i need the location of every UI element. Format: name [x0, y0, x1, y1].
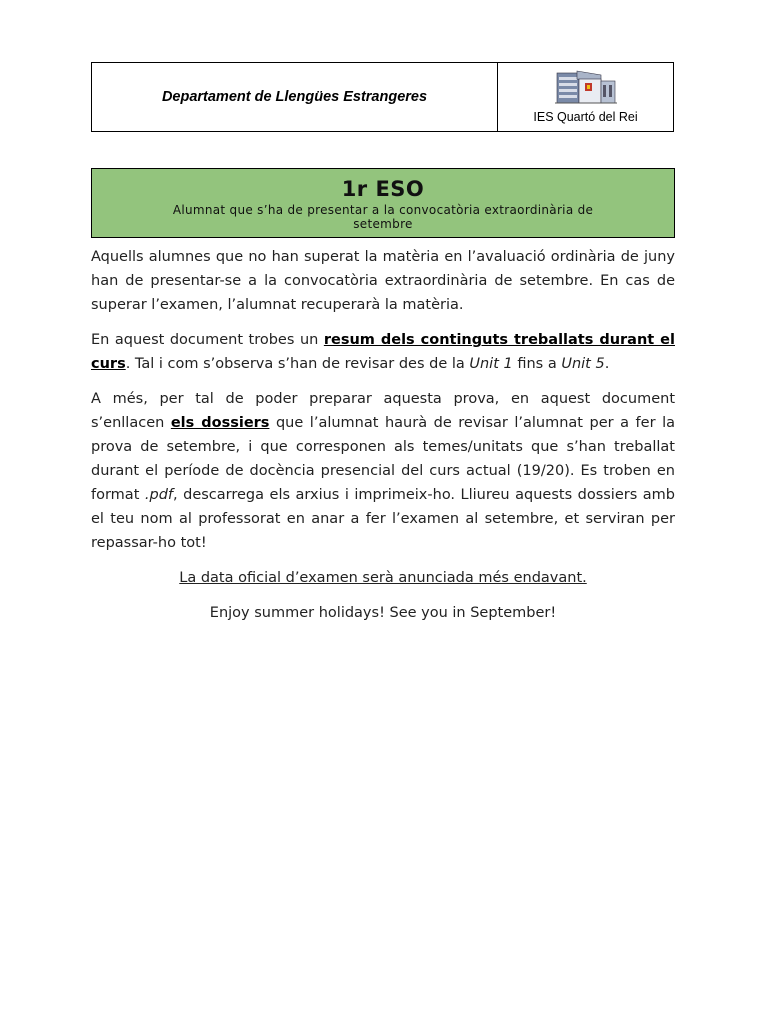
unit-start: Unit 1	[469, 356, 513, 372]
paragraph-intro: Aquells alumnes que no han superat la matèria en l’avaluació ordinària de juny han de presentar-se a la convocatòria extraordinària de setembre. En cas de superar l’examen, l’alumnat recuperarà la matèria.	[91, 249, 675, 313]
school-cell	[498, 63, 673, 131]
dossiers-link[interactable]: els dossiers	[170, 415, 270, 431]
paragraph-text: A més, per tal de poder preparar aquesta prova, en aquest document s’enllacen	[91, 391, 675, 431]
department-cell	[92, 63, 498, 131]
closing-message: Enjoy summer holidays! See you in September!	[209, 605, 557, 621]
paragraph-text: .	[604, 356, 610, 372]
school-building-logo	[555, 69, 617, 105]
file-format: .pdf	[144, 487, 174, 503]
paragraph-text: En aquest document trobes un	[91, 332, 324, 348]
course-title-box	[91, 168, 675, 238]
paragraph-text: que l’alumnat haurà de revisar l’alumnat per a fer la prova de setembre, i que corresponen als temes/unitats que s’han treballat durant el període de docència presencial del curs actual (19/20). Es troben en format	[91, 415, 675, 503]
paragraph-text: . Tal i com s’observa s’han de revisar des de la	[125, 356, 470, 372]
unit-end: Unit 5	[561, 356, 605, 372]
header-table	[91, 62, 674, 132]
school-name: IES Quartó del Rei	[533, 110, 638, 124]
exam-date-notice: La data oficial d’examen serà anunciada més endavant.	[179, 570, 587, 586]
paragraph-summary	[91, 328, 675, 376]
paragraph-dossiers	[91, 387, 675, 555]
paragraph-text: fins a	[512, 356, 562, 372]
course-subtitle: Alumnat que s’ha de presentar a la convocatòria extraordinària de setembre	[172, 203, 594, 231]
paragraph-text: , descarrega els arxius i imprimeix-ho. Lliureu aquests dossiers amb el teu nom al professorat en anar a fer l’examen al setembre, et serviran per repassar-ho tot!	[91, 487, 675, 551]
course-title: 1r ESO	[341, 177, 425, 201]
document-body	[91, 245, 675, 636]
department-name: Departament de Llengües Estrangeres	[161, 89, 428, 105]
summary-link[interactable]: resum dels continguts treballats durant el curs	[91, 332, 675, 372]
